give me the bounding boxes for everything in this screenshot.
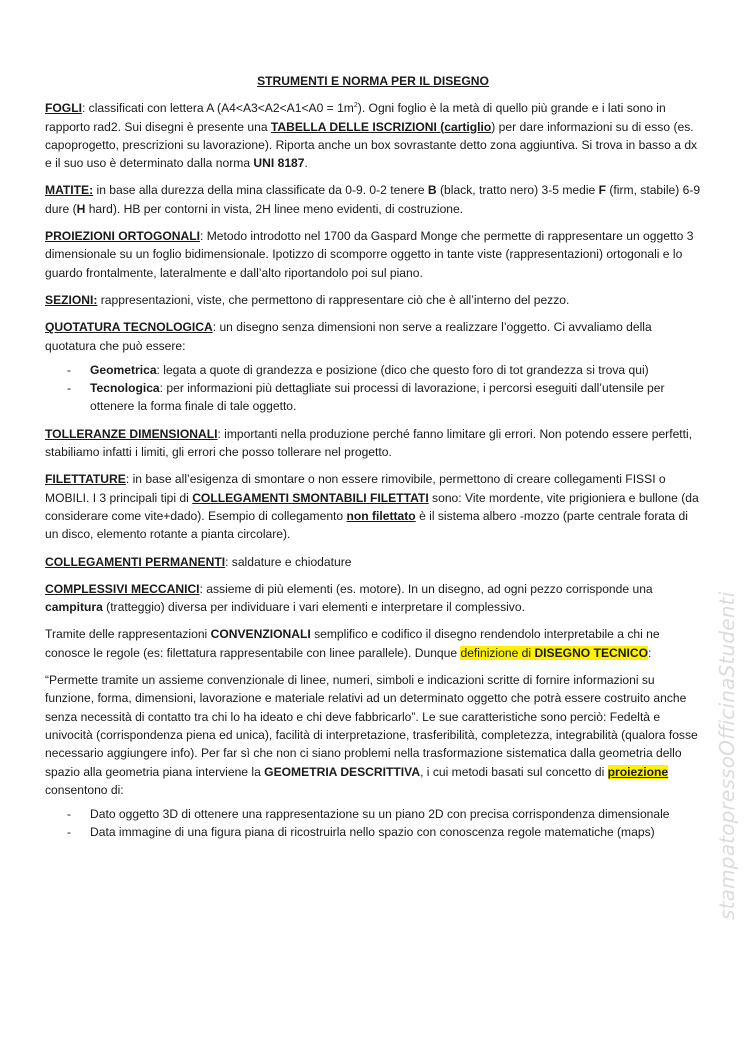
highlight-proiezione: proiezione [607, 764, 669, 779]
heading-quotatura: QUOTATURA TECNOLOGICA [45, 320, 213, 335]
document-page [45, 72, 701, 851]
paragraph-complessivi: COMPLESSIVI MECCANICI: assieme di più elementi (es. motore). In un disegno, ad ogni pezzo corrisponde una campitura (tratteggio) diversa per individuare i vari elementi e interpretare il complessivo. [45, 581, 653, 615]
paragraph-proiezioni: PROIEZIONI ORTOGONALI: Metodo introdotto nel 1700 da Gaspard Monge che permette di rappresentare un oggetto 3 dimensionale su un foglio bidimensionale. Ipotizzo di scomporre oggetto in tante viste (rappresentazioni) ortogonali e lo guardo frontalmente, lateralmente e dall’alto riportandolo poi sul piano. [45, 229, 694, 280]
paragraph-permanenti: COLLEGAMENTI PERMANENTI: saldature e chiodature [45, 554, 352, 569]
list-item: - Tecnologica: per informazioni più dettagliate sui processi di lavorazione, i percorsi eseguiti dall’utensile per ottenere la forma finale di tale oggetto. [67, 381, 665, 414]
list-item: - Geometrica: legata a quote di grandezza e posizione (dico che questo foro di tot grandezza si trova qui) [67, 362, 649, 377]
geometria-list [45, 805, 701, 842]
paragraph-quotatura: QUOTATURA TECNOLOGICA: un disegno senza dimensioni non serve a realizzare l’oggetto. Ci avvaliamo della quotatura che può essere: [45, 320, 652, 353]
list-item: - Data immagine di una figura piana di ricostruirla nello spazio con conoscenza regole matematiche (maps) [67, 825, 655, 840]
heading-sezioni: SEZIONI: [45, 292, 98, 307]
paragraph-tolleranze: TOLLERANZE DIMENSIONALI: importanti nella produzione perché fanno limitare gli errori. Non potendo essere perfetti, stabiliamo infatti i limiti, gli errori che posso tollerare nel progetto. [45, 426, 693, 460]
heading-complessivi: COMPLESSIVI MECCANICI [45, 581, 200, 596]
list-item: - Dato oggetto 3D di ottenere una rappresentazione su un piano 2D con precisa corrispondenza dimensionale [67, 807, 670, 822]
page-title: STRUMENTI E NORMA PER IL DISEGNO [257, 74, 489, 88]
heading-proiezioni: PROIEZIONI ORTOGONALI [45, 229, 200, 244]
heading-permanenti: COLLEGAMENTI PERMANENTI [45, 554, 226, 569]
paragraph-convenzionali: Tramite delle rappresentazioni CONVENZIONALI semplifico e codifico il disegno rendendolo interpretabile a chi ne conosce le regole (es: filettatura rappresentabile con linee parallele). Dunque definizione di DISEGNO TECNICO: [45, 627, 660, 660]
highlight-disegno-tecnico: DISEGNO TECNICO [534, 645, 648, 660]
paragraph-sezioni: SEZIONI: rappresentazioni, viste, che permettono di rappresentare ciò che è all’interno del pezzo. [45, 292, 570, 307]
paragraph-matite: MATITE: in base alla durezza della mina classificate da 0-9. 0-2 tenere B (black, tratto nero) 3-5 medie F (firm, stabile) 6-9 dure (H hard). HB per contorni in vista, 2H linee meno evidenti, di costruzione. [45, 183, 701, 216]
quotatura-list [45, 361, 701, 416]
paragraph-filettature: FILETTATURE: in base all’esigenza di smontare o non essere rimovibile, permettono di creare collegamenti FISSI o MOBILI. I 3 principali tipi di COLLEGAMENTI SMONTABILI FILETTATI sono: Vite mordente, vite prigioniera e bullone (da considerare come vite+dado). Esempio di collegamento non filettato è il sistema albero -mozzo (parte centrale forata di un disco, elemento rotante a pianta circolare). [45, 472, 699, 542]
highlight-definizione: definizione di [460, 645, 535, 660]
heading-fogli: FOGLI [45, 101, 82, 116]
paragraph-quote: “Permette tramite un assieme convenzionale di linee, numeri, simboli e indicazioni scritte di fornire informazioni su funzione, forma, dimensioni, lavorazione e materiale relativi ad un determinato oggetto che potrà essere costruito anche senza necessità di contatto tra chi lo ha ideato e chi deve fabbricarlo”. Le sue caratteristiche sono perciò: Fedeltà e univocità (corrispondenza piena ed unica), facilità di interpretazione, trasferibilità, completezza, integrabilità (qualora fosse necessario aggiungere info). Per far sì che non ci siano problemi nella trasformazione sistematica dalla geometria dello spazio alla geometria piana interviene la GEOMETRIA DESCRITTIVA, i cui metodi basati sul concetto di proiezione consentono di: [45, 673, 698, 797]
heading-matite: MATITE: [45, 183, 94, 198]
watermark: stampatopressoOfficinaStudenti [715, 591, 739, 920]
heading-tolleranze: TOLLERANZE DIMENSIONALI [45, 426, 218, 441]
heading-filettature: FILETTATURE [45, 472, 126, 487]
paragraph-fogli: FOGLI: classificati con lettera A $(A4<A3<A2<A1<A0 = 1m^2)$. Ogni foglio è la metà di quello più grande e i lati sono in rapporto rad2. Sui disegni è presente una TABELLA DELLE ISCRIZIONI (cartiglio) per dare informazioni su di esso (es. capoprogetto, prescrizioni su lavorazione). Riporta anche un box sovrastante detto zona aggiuntiva. Si trova in basso a dx e il suo uso è determinato dalla norma UNI 8187. [45, 101, 698, 171]
